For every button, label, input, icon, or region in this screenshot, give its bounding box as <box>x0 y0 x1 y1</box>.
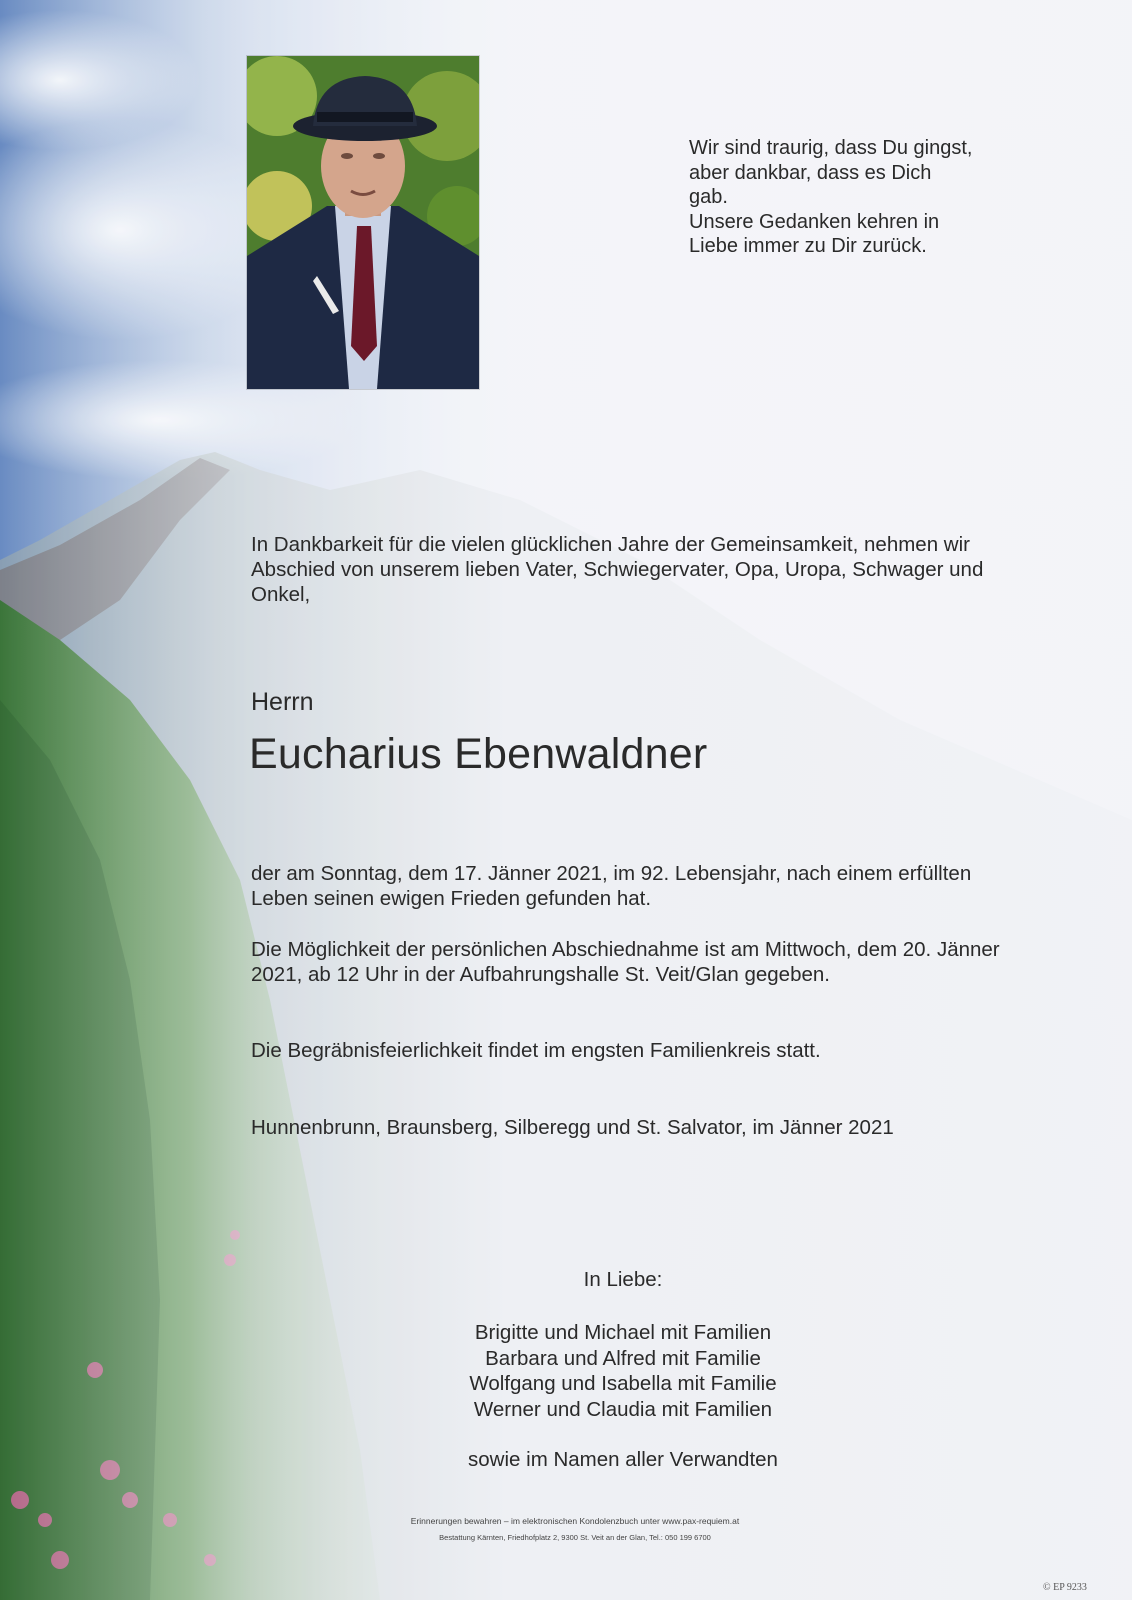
quote-line: Wir sind traurig, dass Du gingst, <box>689 137 973 159</box>
death-notice: der am Sonntag, dem 17. Jänner 2021, im 92. Lebensjahr, nach einem erfüllten Leben seinen ewigen Frieden gefunden hat. <box>251 862 972 910</box>
mourner-family: Barbara und Alfred mit Familie <box>485 1346 761 1370</box>
mourners-heading: In Liebe: <box>583 1268 663 1291</box>
mourner-family: Brigitte und Michael mit Familien <box>474 1321 772 1344</box>
memorial-quote <box>689 136 1049 259</box>
quote-line: Unsere Gedanken kehren in <box>689 210 940 233</box>
deceased-name: Eucharius Ebenwaldner <box>249 730 708 778</box>
intro-text: In Dankbarkeit für die vielen glücklichen Jahre der Gemeinsamkeit, nehmen wir Abschied von unserem lieben Vater, Schwiegervater, Opa, Uropa, Schwager und Onkel, <box>251 533 984 606</box>
quote-line: aber dankbar, dass es Dich <box>689 161 932 184</box>
place-date: Hunnenbrunn, Braunsberg, Silberegg und St. Salvator, im Jänner 2021 <box>251 1116 894 1139</box>
footer-condolence: Erinnerungen bewahren – im elektronischen Kondolenzbuch unter www.pax-requiem.at <box>410 1516 740 1526</box>
quote-line: gab. <box>689 186 728 208</box>
mourners-closing: sowie im Namen aller Verwandten <box>468 1448 778 1471</box>
footer-funeral-home: Bestattung Kärnten, Friedhofplatz 2, 9300 St. Veit an der Glan, Tel.: 050 199 6700 <box>439 1533 711 1542</box>
farewell-info: Die Möglichkeit der persönlichen Abschiednahme ist am Mittwoch, dem 20. Jänner 2021, ab 12 Uhr in der Aufbahrungshalle St. Veit/Glan gegeben. <box>251 938 1000 986</box>
mourner-family: Werner und Claudia mit Familien <box>473 1397 773 1421</box>
print-code: © EP 9233 <box>1043 1582 1087 1593</box>
portrait-photo <box>247 56 479 389</box>
funeral-info: Die Begräbnisfeierlichkeit findet im engsten Familienkreis statt. <box>251 1039 821 1062</box>
mourner-family: Wolfgang und Isabella mit Familie <box>469 1372 777 1395</box>
quote-line: Liebe immer zu Dir zurück. <box>689 235 927 257</box>
mourners-list <box>447 1320 799 1422</box>
salutation: Herrn <box>251 688 314 716</box>
